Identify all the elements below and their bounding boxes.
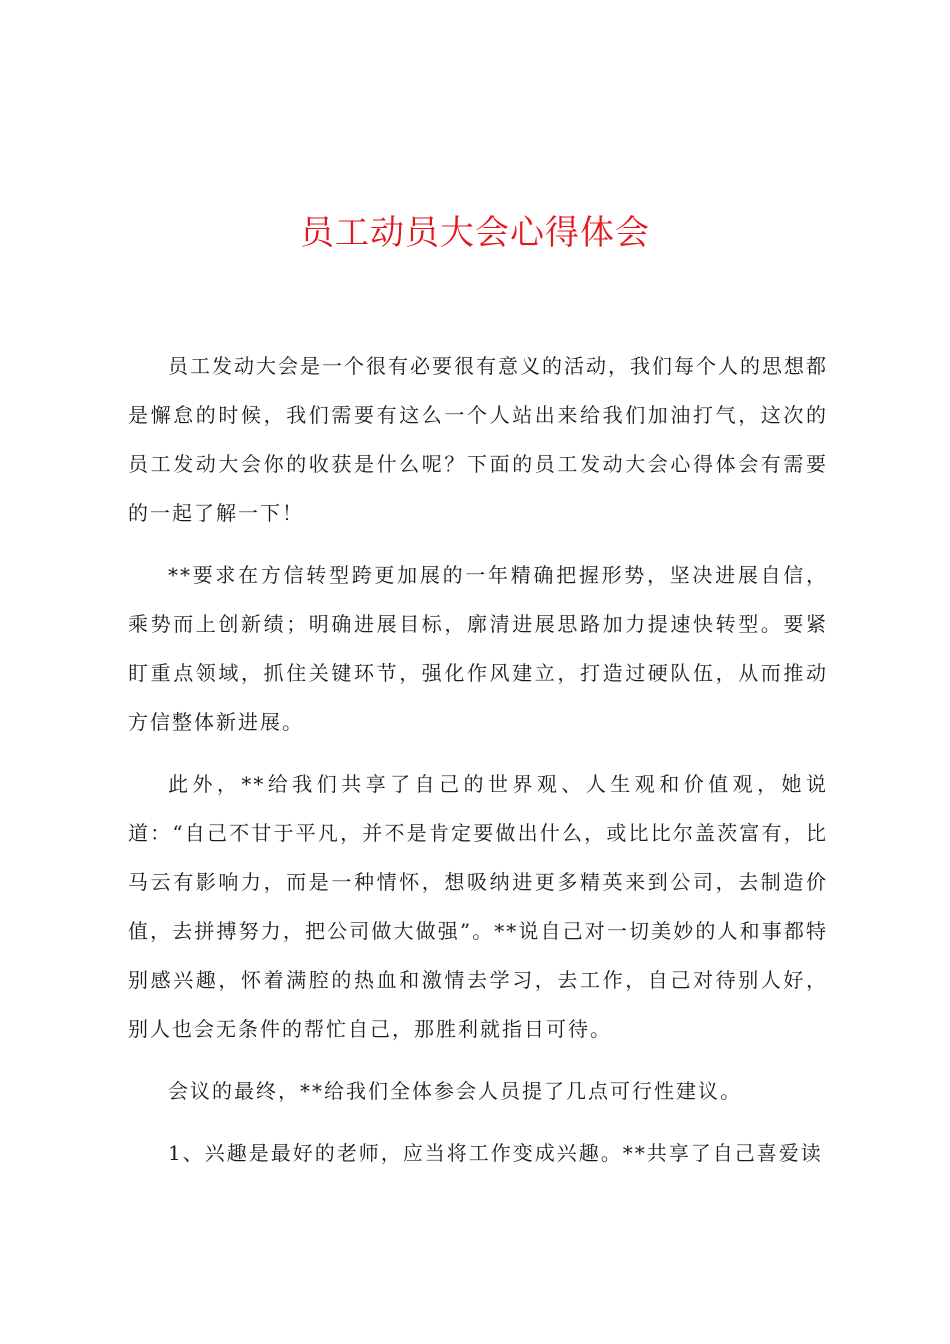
document-body bbox=[128, 342, 828, 1191]
paragraph-requirements: **要求在方信转型跨更加展的一年精确把握形势，坚决进展自信，乘势而上创新绩；明确进展目标，廓清进展思路加力提速快转型。要紧盯重点领域，抓住关键环节，强化作风建立，打造过硬队伍，从而推动方信整体新进展。 bbox=[128, 563, 828, 734]
paragraph-suggestions: 会议的最终，**给我们全体参会人员提了几点可行性建议。 bbox=[168, 1079, 742, 1103]
paragraph-intro: 员工发动大会是一个很有必要很有意义的活动，我们每个人的思想都是懈怠的时候，我们需要有这么一个人站出来给我们加油打气，这次的员工发动大会你的收获是什么呢？下面的员工发动大会心得体会有需要的一起了解一下！ bbox=[128, 354, 828, 525]
paragraph-point-1: 1、兴趣是最好的老师，应当将工作变成兴趣。**共享了自己喜爱读 bbox=[168, 1141, 823, 1165]
paragraph-values: 此外，**给我们共享了自己的世界观、人生观和价值观，她说道：“自己不甘于平凡，并不是肯定要做出什么，或比比尔盖茨富有，比马云有影响力，而是一种情怀，想吸纳进更多精英来到公司，去制造价值，去拼搏努力，把公司做大做强”。**说自己对一切美妙的人和事都特别感兴趣，怀着满腔的热血和激情去学习，去工作，自己对待别人好，别人也会无条件的帮忙自己，那胜利就指日可待。 bbox=[128, 772, 828, 1041]
document-title: 员工动员大会心得体会 bbox=[300, 213, 650, 253]
